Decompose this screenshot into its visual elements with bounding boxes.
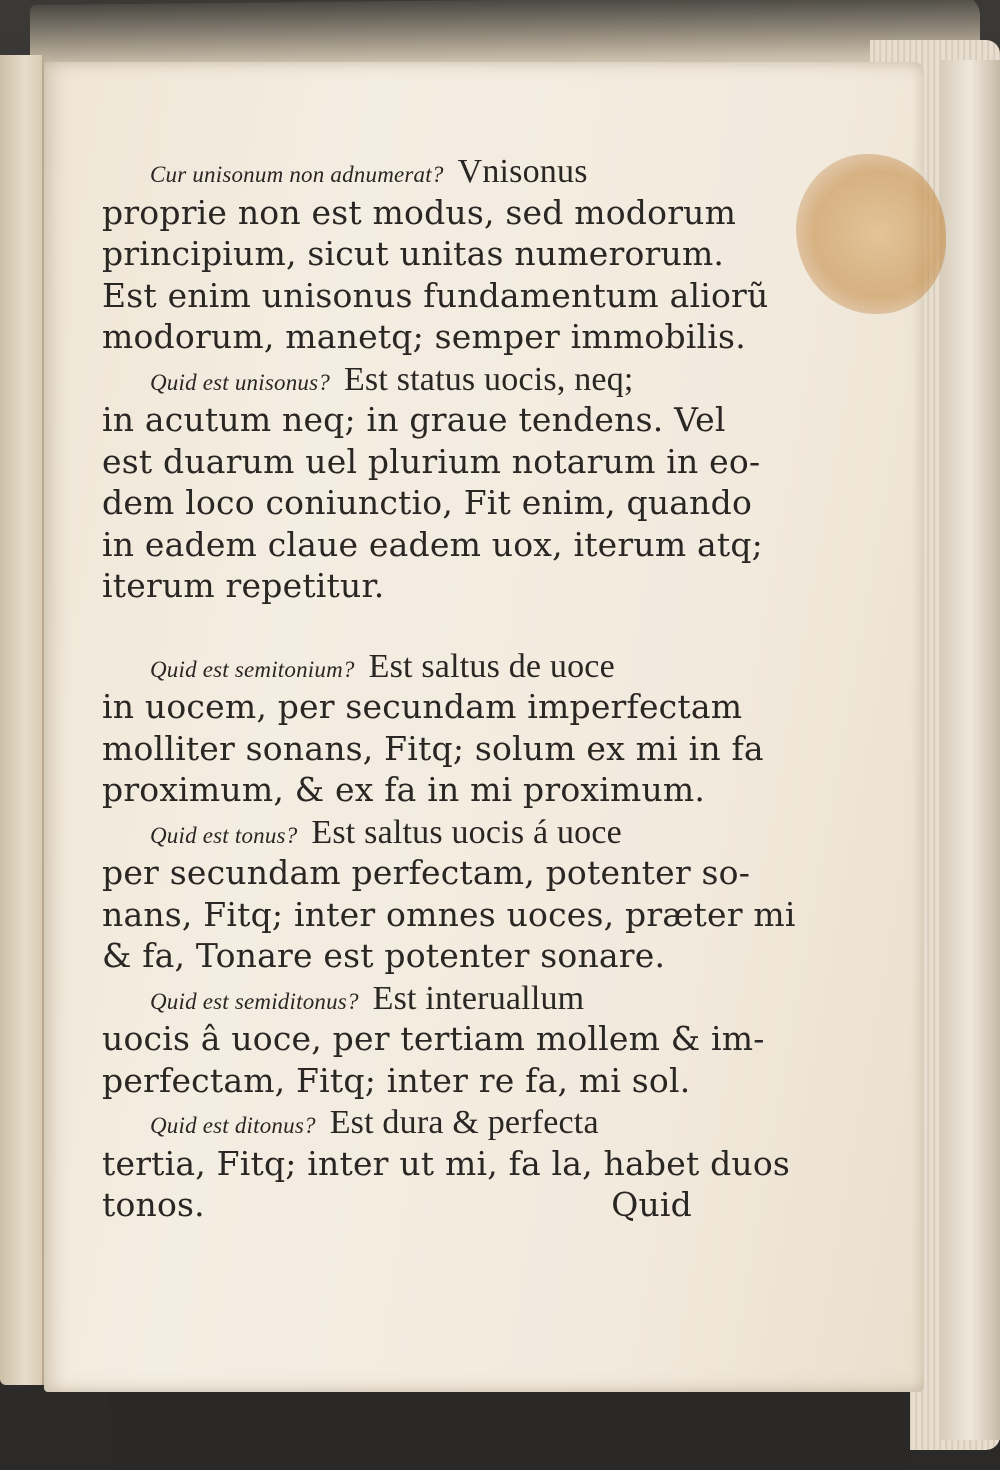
question-label: Quid est tonus?: [150, 822, 298, 848]
answer-start: Est dura & perfecta: [329, 1104, 599, 1141]
text-line: est duarum uel plurium notarum in eo-: [102, 441, 761, 481]
question-label: Quid est semitonium?: [150, 656, 355, 682]
text-line: principium, sicut unitas numerorum.: [102, 234, 725, 273]
water-stain: [796, 154, 946, 314]
answer-start: Est saltus uocis á uoce: [311, 813, 622, 851]
background-bottom: [110, 1392, 910, 1470]
text-line: & fa, Tonare est potenter sonare.: [102, 936, 666, 975]
text-line: iterum repetitur.: [102, 566, 385, 605]
text-line: molliter sonans, Fitq; solum ex mi in fa: [102, 728, 764, 768]
catchword: Quid: [611, 1185, 692, 1224]
text-line: perfectam, Fitq; inter re fa, mi sol.: [102, 1060, 691, 1100]
text-line: in eadem claue eadem uox, iterum atq;: [102, 524, 764, 564]
text-line: Est enim unisonus fundamentum aliorũ: [102, 275, 769, 315]
text-line-end: tonos.: [102, 1185, 205, 1224]
text-line: modorum, manetq; semper immobilis.: [102, 317, 746, 356]
paragraph-6-heading: [102, 1101, 702, 1143]
answer-start: Est saltus de uoce: [368, 647, 615, 685]
text-line: proprie non est modus, sed modorum: [102, 192, 737, 232]
question-label: Quid est ditonus?: [150, 1113, 316, 1138]
answer-start: Est status uocis, neq;: [343, 360, 634, 398]
question-label: Quid est semiditonus?: [150, 988, 359, 1014]
text-line: dem loco coniunctio, Fit enim, quando: [102, 483, 753, 522]
text-line: per secundam perfectam, potenter so-: [102, 853, 751, 892]
paragraph-2-heading: [102, 358, 702, 400]
text-line: proximum, & ex fa in mi proximum.: [102, 770, 706, 809]
text-line: uocis â uoce, per tertiam mollem & im-: [102, 1019, 765, 1058]
final-line: [102, 1184, 692, 1226]
paragraph-5-heading: [102, 977, 702, 1019]
text-line: in acutum neq; in graue tendens. Vel: [102, 400, 726, 439]
paragraph-4-heading: [102, 811, 702, 853]
answer-start: Est interuallum: [372, 979, 585, 1017]
page-stack-edge: [940, 60, 1000, 1440]
paragraph-gap: [102, 607, 702, 645]
question-label: Quid est unisonus?: [150, 369, 330, 395]
text-line: tertia, Fitq; inter ut mi, fa la, habet duos: [102, 1143, 791, 1183]
paragraph-3-heading: [102, 645, 702, 687]
paragraph-1-heading: [102, 150, 702, 192]
page-text: [102, 150, 796, 1226]
text-line: nans, Fitq; inter omnes uoces, præter mi: [102, 894, 796, 934]
text-line: in uocem, per secundam imperfectam: [102, 687, 743, 726]
answer-start: Vnisonus: [457, 153, 588, 190]
question-label: Cur unisonum non adnumerat?: [150, 162, 444, 187]
previous-page-edge: [0, 55, 44, 1385]
